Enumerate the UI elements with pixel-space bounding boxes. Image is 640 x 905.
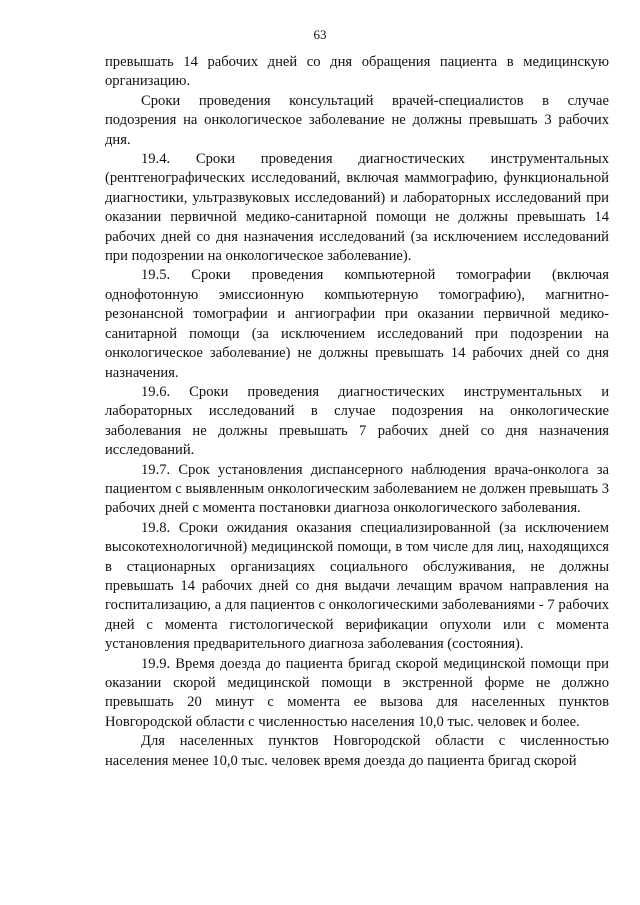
paragraph-consultation-terms: Сроки проведения консультаций врачей-специалистов в случае подозрения на онкологическое заболевание не должны превышать 3 рабочих дня.	[105, 92, 609, 148]
paragraph-continuation: превышать 14 рабочих дней со дня обращения пациента в медицинскую организацию.	[105, 54, 609, 90]
paragraph-19-9: 19.9. Время доезда до пациента бригад скорой медицинской помощи при оказании скорой медицинской помощи в экстренной форме не должно превышать 20 минут с момента ее вызова для населенных пунктов Новгородской области с численностью населения 10,0 тыс. человек и более.	[105, 655, 609, 730]
paragraph-small-settlements: Для населенных пунктов Новгородской области с численностью населения менее 10,0 тыс. человек время доезда до пациента бригад скорой	[105, 733, 609, 769]
paragraph-19-5: 19.5. Сроки проведения компьютерной томографии (включая однофотонную эмиссионную компьютерную томографию), магнитно-резонансной томографии и ангиографии при оказании первичной медико-санитарной помощи (за исключением исследований при подозрении на онкологическое заболевание) не должны превышать 14 рабочих дней со дня назначения.	[105, 267, 609, 381]
document-body	[105, 53, 609, 771]
paragraph-19-6: 19.6. Сроки проведения диагностических инструментальных и лабораторных исследований в случае подозрения на онкологические заболевания не должны превышать 7 рабочих дней со дня назначения исследований.	[105, 383, 609, 459]
paragraph-19-4: 19.4. Сроки проведения диагностических инструментальных (рентгенографических исследований, включая маммографию, функциональной диагностики, ультразвуковых исследований) и лабораторных исследований при оказании первичной медико-санитарной помощи не должны превышать 14 рабочих дней со дня назначения исследований (за исключением исследований при подозрении на онкологическое заболевание).	[105, 151, 609, 265]
paragraph-19-8: 19.8. Сроки ожидания оказания специализированной (за исключением высокотехнологичной) медицинской помощи, в том числе для лиц, находящихся в стационарных организациях социального обслуживания, не должны превышать 14 рабочих дней со дня выдачи лечащим врачом направления на госпитализацию, а для пациентов с онкологическими заболеваниями - 7 рабочих дней с момента гистологической верификации опухоли или с момента установления предварительного диагноза заболевания (состояния).	[105, 519, 609, 653]
paragraph-19-7: 19.7. Срок установления диспансерного наблюдения врача-онколога за пациентом с выявленным онкологическим заболеванием не должен превышать 3 рабочих дней с момента постановки диагноза онкологического заболевания.	[105, 461, 609, 517]
page-number: 63	[313, 27, 327, 42]
